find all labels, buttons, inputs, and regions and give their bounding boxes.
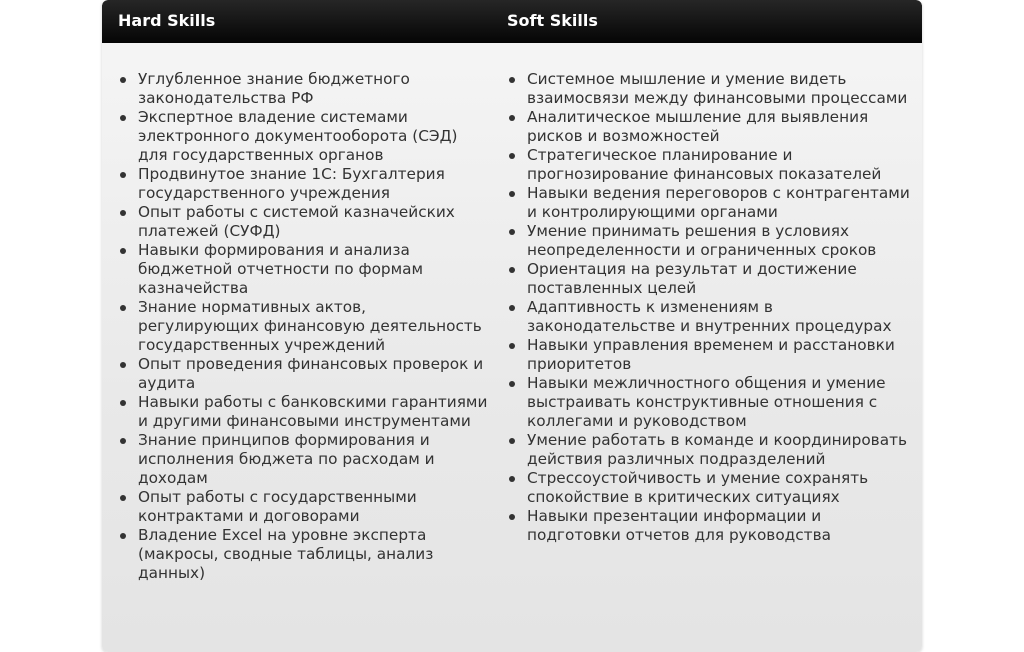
soft-skill-item: Навыки межличностного общения и умение выстраивать конструктивные отношения с коллегами и руководством	[507, 374, 912, 431]
soft-skill-item: Навыки ведения переговоров с контрагентами и контролирующими органами	[507, 184, 912, 222]
soft-skill-item: Ориентация на результат и достижение поставленных целей	[507, 260, 912, 298]
hard-skills-header: Hard Skills	[118, 11, 216, 30]
hard-skill-item: Навыки формирования и анализа бюджетной отчетности по формам казначейства	[118, 241, 488, 298]
hard-skill-item: Опыт работы с государственными контрактами и договорами	[118, 488, 488, 526]
hard-skill-item: Продвинутое знание 1С: Бухгалтерия государственного учреждения	[118, 165, 488, 203]
soft-skill-item: Системное мышление и умение видеть взаимосвязи между финансовыми процессами	[507, 70, 912, 108]
hard-skill-item: Владение Excel на уровне эксперта (макросы, сводные таблицы, анализ данных)	[118, 526, 488, 583]
soft-skill-item: Стратегическое планирование и прогнозирование финансовых показателей	[507, 146, 912, 184]
skills-table	[102, 0, 922, 652]
soft-skill-item: Аналитическое мышление для выявления рисков и возможностей	[507, 108, 912, 146]
soft-skill-item: Адаптивность к изменениям в законодательстве и внутренних процедурах	[507, 298, 912, 336]
hard-skill-item: Экспертное владение системами электронного документооборота (СЭД) для государственных органов	[118, 108, 488, 165]
hard-skills-list	[118, 70, 488, 583]
hard-skill-item: Опыт проведения финансовых проверок и аудита	[118, 355, 488, 393]
soft-skill-item: Навыки презентации информации и подготовки отчетов для руководства	[507, 507, 912, 545]
soft-skill-item: Умение работать в команде и координировать действия различных подразделений	[507, 431, 912, 469]
soft-skill-item: Стрессоустойчивость и умение сохранять спокойствие в критических ситуациях	[507, 469, 912, 507]
soft-skill-item: Навыки управления временем и расстановки приоритетов	[507, 336, 912, 374]
soft-skills-header: Soft Skills	[507, 11, 598, 30]
hard-skill-item: Знание нормативных актов, регулирующих финансовую деятельность государственных учреждений	[118, 298, 488, 355]
soft-skill-item: Умение принимать решения в условиях неопределенности и ограниченных сроков	[507, 222, 912, 260]
hard-skill-item: Навыки работы с банковскими гарантиями и другими финансовыми инструментами	[118, 393, 488, 431]
table-header	[102, 0, 922, 43]
hard-skill-item: Опыт работы с системой казначейских платежей (СУФД)	[118, 203, 488, 241]
hard-skill-item: Углубленное знание бюджетного законодательства РФ	[118, 70, 488, 108]
hard-skill-item: Знание принципов формирования и исполнения бюджета по расходам и доходам	[118, 431, 488, 488]
soft-skills-list	[507, 70, 912, 545]
